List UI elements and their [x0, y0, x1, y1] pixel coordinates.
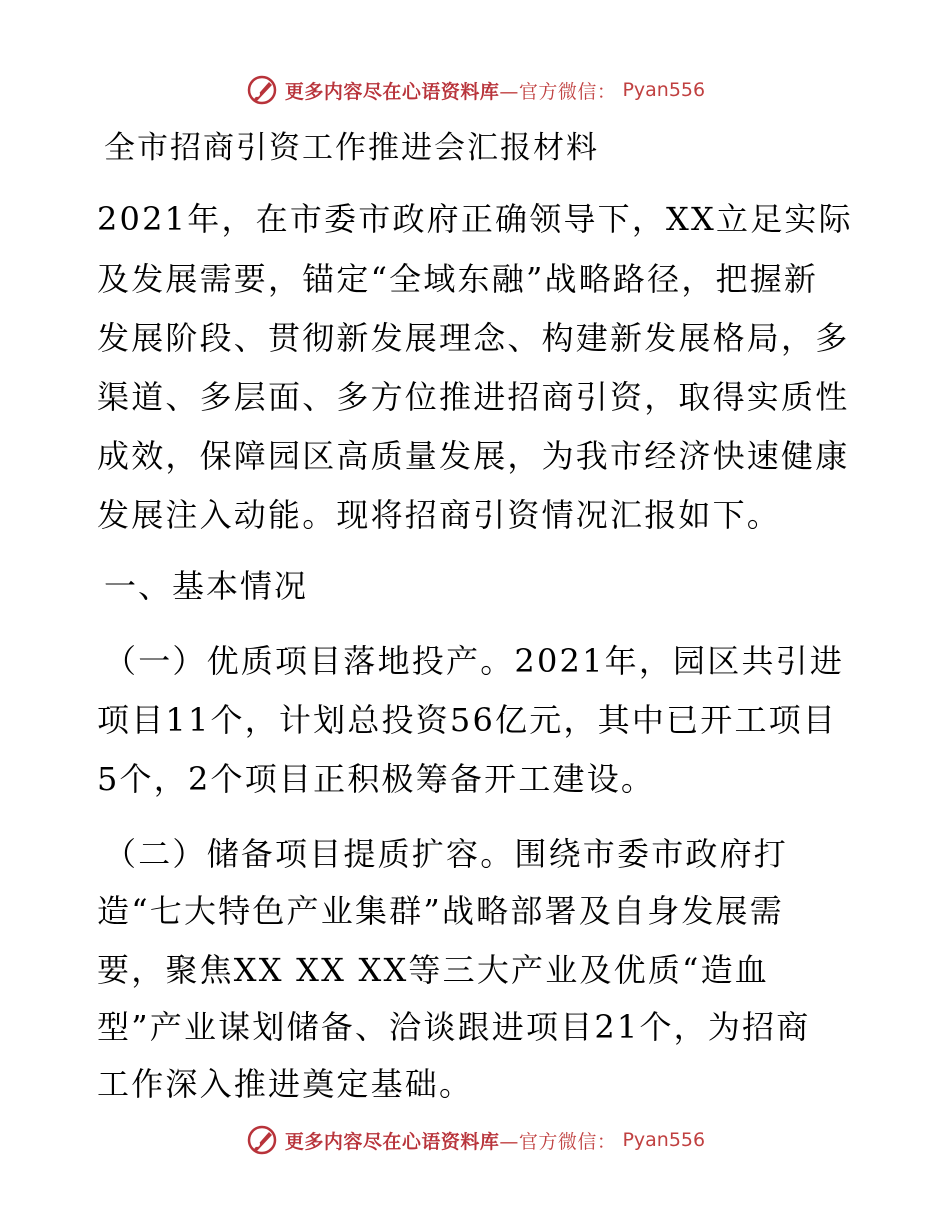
subsection-line: 项目11个，计划总投资56亿元，其中已开工项目 [97, 701, 838, 739]
subsection-line: 5个，2个项目正积极筹备开工建设。 [97, 760, 656, 798]
subsection-line: （二）储备项目提质扩容。围绕市委市政府打 [104, 835, 789, 873]
intro-line: 2021年，在市委市政府正确领导下，XX立足实际 [97, 200, 853, 238]
footer-watermark [0, 1120, 950, 1160]
subsection-line: 要，聚焦XX XX XX等三大产业及优质“造血 [97, 951, 769, 989]
intro-line: 渠道、多层面、多方位推进招商引资，取得实质性 [97, 378, 850, 416]
watermark-text: 更多内容尽在心语资料库—官方微信： [284, 80, 617, 103]
intro-line: 发展阶段、贯彻新发展理念、构建新发展格局，多 [97, 319, 850, 357]
intro-line: 发展注入动能。现将招商引资情况汇报如下。 [97, 496, 782, 534]
intro-line: 成效，保障园区高质量发展，为我市经济快速健康 [97, 437, 850, 475]
document-title: 全市招商引资工作推进会汇报材料 [104, 130, 599, 166]
quill-logo-icon [245, 1123, 279, 1157]
intro-line: 及发展需要，锚定“全域东融”战略路径，把握新 [97, 260, 819, 298]
header-watermark [0, 70, 950, 110]
watermark-wechat-id: Pyan556 [622, 79, 706, 101]
quill-logo-icon [245, 73, 279, 107]
subsection-line: 型”产业谋划储备、洽谈跟进项目21个，为招商 [97, 1008, 811, 1046]
subsection-line: 造“七大特色产业集群”战略部署及自身发展需 [97, 892, 784, 930]
watermark-wechat-id: Pyan556 [622, 1129, 706, 1151]
subsection-line: 工作深入推进奠定基础。 [97, 1065, 474, 1103]
subsection-line: （一）优质项目落地投产。2021年，园区共引进 [104, 642, 845, 680]
watermark-text: 更多内容尽在心语资料库—官方微信： [284, 1130, 617, 1153]
section-heading: 一、基本情况 [104, 567, 309, 605]
